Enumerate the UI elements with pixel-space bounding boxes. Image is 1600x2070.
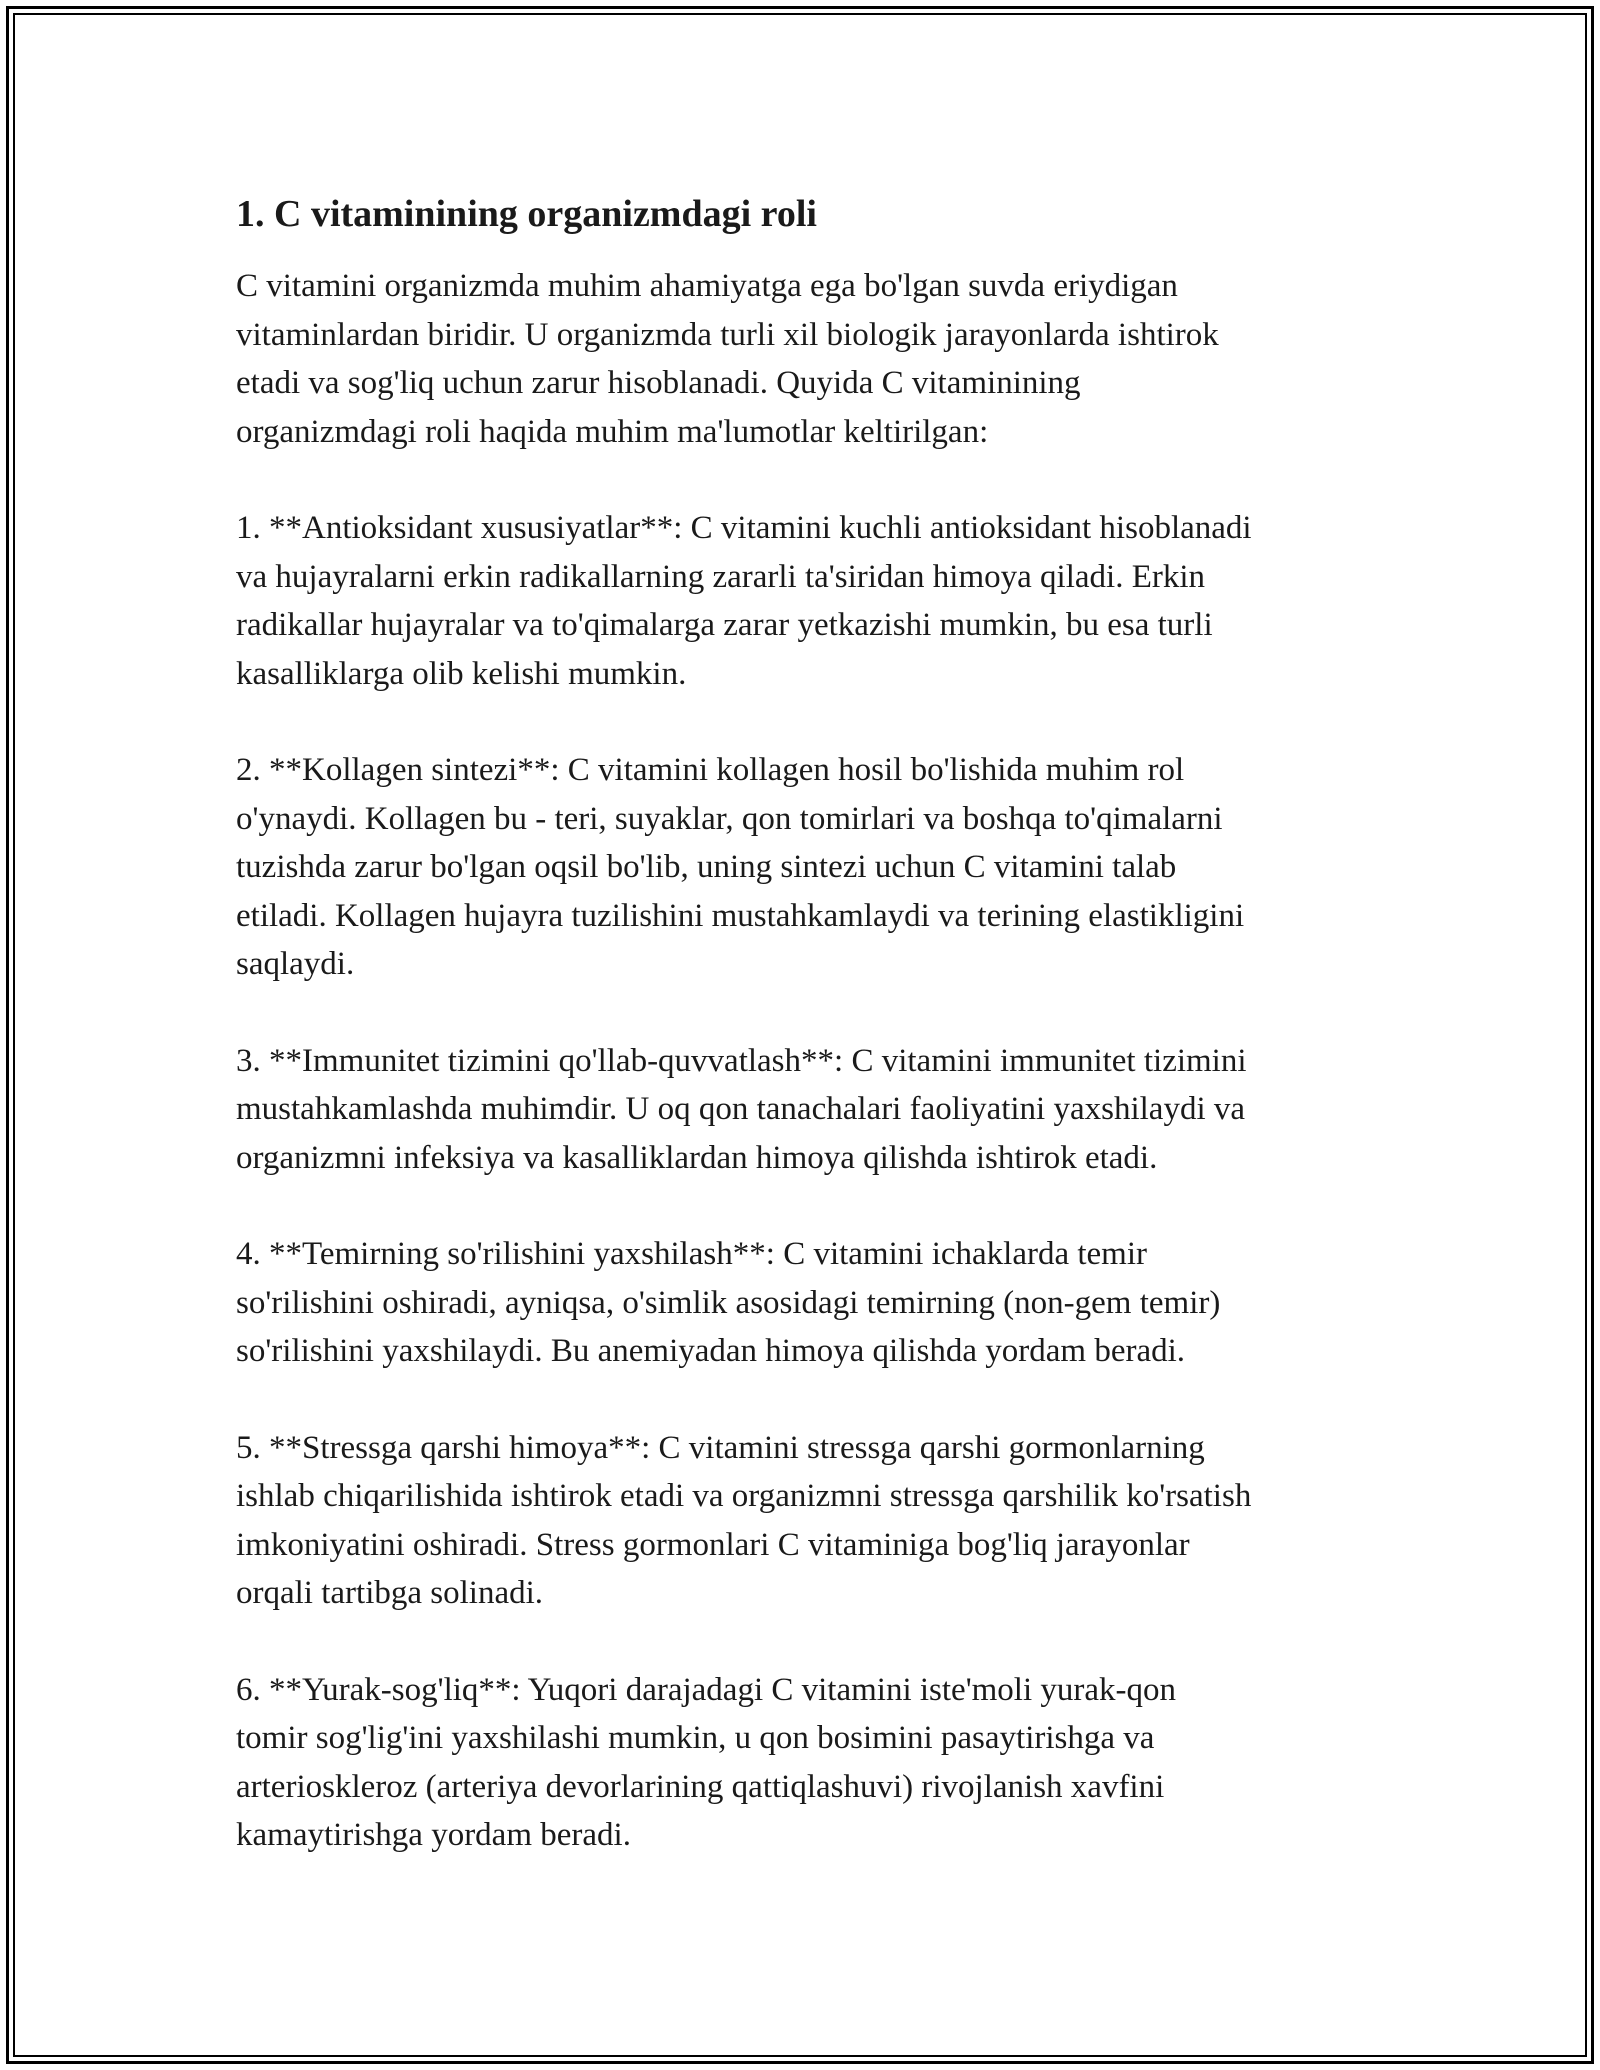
paragraph-heart: 6. **Yurak-sog'liq**: Yuqori darajadagi C vitamini iste'moli yurak-qon tomir sog'lig'ini yaxshilashi mumkin, u qon bosimini pasaytirishga va arterioskleroz (arteriya devorlarining qattiqlashuvi) rivojlanish xavfini kamaytirishga yordam beradi. bbox=[236, 1671, 1177, 1853]
paragraph-antioxidant: 1. **Antioksidant xususiyatlar**: C vitamini kuchli antioksidant hisoblanadi va hujayralarni erkin radikallarning zararli ta'siridan himoya qiladi. Erkin radikallar hujayralar va to'qimalarga zarar yetkazishi mumkin, bu esa turli kasalliklarga olib kelishi mumkin. bbox=[236, 510, 1252, 692]
paragraph-immunity: 3. **Immunitet tizimini qo'llab-quvvatlash**: C vitamini immunitet tizimini mustahkamlashda muhimdir. U oq qon tanachalari faoliyatini yaxshilaydi va organizmni infeksiya va kasalliklardan himoya qilishda ishtirok etadi. bbox=[236, 1042, 1247, 1176]
paragraph-stress: 5. **Stressga qarshi himoya**: C vitamini stressga qarshi gormonlarning ishlab chiqarilishida ishtirok etadi va organizmni stressga qarshilik ko'rsatish imkoniyatini oshiradi. Stress gormonlari C vitaminiga bog'liq jarayonlar orqali tartibga solinadi. bbox=[236, 1429, 1252, 1611]
paragraph-iron: 4. **Temirning so'rilishini yaxshilash**: C vitamini ichaklarda temir so'rilishini oshiradi, ayniqsa, o'simlik asosidagi temirning (non-gem temir) so'rilishini yaxshilaydi. Bu anemiyadan himoya qilishda yordam beradi. bbox=[236, 1236, 1221, 1369]
document-body bbox=[236, 186, 1376, 1908]
intro-paragraph: C vitamini organizmda muhim ahamiyatga ega bo'lgan suvda eriydigan vitaminlardan biridir. U organizmda turli xil biologik jarayonlarda ishtirok etadi va sog'liq uchun zarur hisoblanadi. Quyida C vitaminining organizmdagi roli haqida muhim ma'lumotlar keltirilgan: bbox=[236, 268, 1219, 450]
page-title: 1. C vitaminining organizmdagi roli bbox=[236, 193, 817, 235]
paragraph-collagen: 2. **Kollagen sintezi**: C vitamini kollagen hosil bo'lishida muhim rol o'ynaydi. Kollagen bu - teri, suyaklar, qon tomirlari va boshqa to'qimalarni tuzishda zarur bo'lgan oqsil bo'lib, uning sintezi uchun C vitamini talab etiladi. Kollagen hujayra tuzilishini mustahkamlaydi va terining elastikligini saqlaydi. bbox=[236, 752, 1245, 982]
